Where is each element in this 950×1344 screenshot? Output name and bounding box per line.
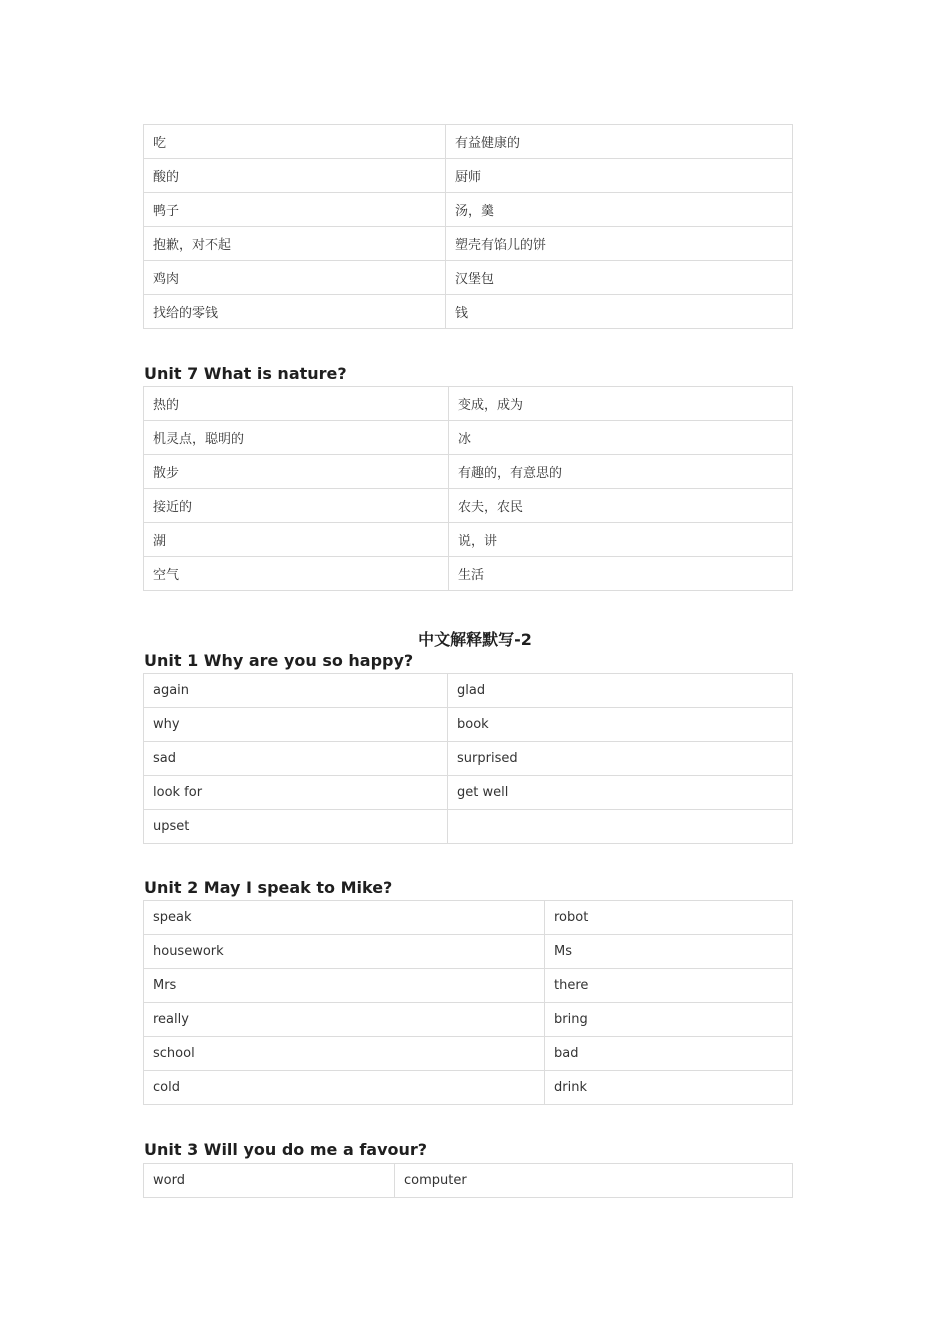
- table-cell: 厨师: [446, 159, 793, 193]
- table-row: [144, 227, 793, 261]
- table-cell: 酸的: [144, 159, 446, 193]
- table-row: [144, 1071, 793, 1105]
- table-cell: 机灵点，聪明的: [144, 421, 449, 455]
- table-cell: 抱歉，对不起: [144, 227, 446, 261]
- table-cell: 接近的: [144, 489, 449, 523]
- table-cell: Mrs: [144, 969, 545, 1003]
- table-row: [144, 489, 793, 523]
- table-row: [144, 776, 793, 810]
- table-cell: 汉堡包: [446, 261, 793, 295]
- table-cell: really: [144, 1003, 545, 1037]
- table-cell: 说，讲: [449, 523, 793, 557]
- table-cell: 吃: [144, 125, 446, 159]
- table-row: [144, 261, 793, 295]
- table-cell: 变成，成为: [449, 387, 793, 421]
- table-cell: 鸡肉: [144, 261, 446, 295]
- table-cell: drink: [545, 1071, 793, 1105]
- table-cell: 空气: [144, 557, 449, 591]
- table-row: [144, 1037, 793, 1071]
- table-cell: bring: [545, 1003, 793, 1037]
- table-cell: 生活: [449, 557, 793, 591]
- table-row: [144, 742, 793, 776]
- table-cell: cold: [144, 1071, 545, 1105]
- table-row: [144, 159, 793, 193]
- table-row: [144, 295, 793, 329]
- table-row: [144, 523, 793, 557]
- table-cell: look for: [144, 776, 448, 810]
- table-cell: Ms: [545, 935, 793, 969]
- table-cell: word: [144, 1164, 395, 1198]
- table-row: [144, 901, 793, 935]
- table-cell: [448, 810, 793, 844]
- vocab-table-unit7: [143, 386, 793, 591]
- table-row: [144, 387, 793, 421]
- table-row: [144, 1164, 793, 1198]
- table-cell: glad: [448, 674, 793, 708]
- vocab-table-unit3: [143, 1163, 793, 1198]
- table-row: [144, 1003, 793, 1037]
- table-cell: again: [144, 674, 448, 708]
- vocab-table-unit2: [143, 900, 793, 1105]
- table-row: [144, 708, 793, 742]
- vocab-table-continued: [143, 124, 793, 329]
- table-row: [144, 193, 793, 227]
- table-row: [144, 125, 793, 159]
- table-cell: 热的: [144, 387, 449, 421]
- table-cell: 有益健康的: [446, 125, 793, 159]
- table-cell: 找给的零钱: [144, 295, 446, 329]
- page-title: 中文解释默写-2: [418, 630, 532, 649]
- table-cell: speak: [144, 901, 545, 935]
- table-cell: robot: [545, 901, 793, 935]
- table-cell: why: [144, 708, 448, 742]
- table-cell: there: [545, 969, 793, 1003]
- table-cell: bad: [545, 1037, 793, 1071]
- table-cell: upset: [144, 810, 448, 844]
- table-cell: get well: [448, 776, 793, 810]
- section-heading: Unit 1 Why are you so happy?: [144, 651, 414, 670]
- section-heading: Unit 3 Will you do me a favour?: [144, 1140, 428, 1159]
- table-cell: housework: [144, 935, 545, 969]
- table-row: [144, 935, 793, 969]
- table-cell: 塑壳有馅儿的饼: [446, 227, 793, 261]
- vocab-table-unit1: [143, 673, 793, 844]
- table-cell: surprised: [448, 742, 793, 776]
- table-cell: school: [144, 1037, 545, 1071]
- table-row: [144, 421, 793, 455]
- table-cell: computer: [395, 1164, 793, 1198]
- table-cell: 有趣的，有意思的: [449, 455, 793, 489]
- table-row: [144, 674, 793, 708]
- table-cell: 冰: [449, 421, 793, 455]
- section-heading: Unit 2 May I speak to Mike?: [144, 878, 393, 897]
- table-cell: sad: [144, 742, 448, 776]
- table-row: [144, 455, 793, 489]
- table-cell: 鸭子: [144, 193, 446, 227]
- section-heading: Unit 7 What is nature?: [144, 364, 347, 383]
- table-cell: 湖: [144, 523, 449, 557]
- table-cell: 散步: [144, 455, 449, 489]
- table-row: [144, 557, 793, 591]
- table-cell: 钱: [446, 295, 793, 329]
- table-row: [144, 810, 793, 844]
- table-cell: book: [448, 708, 793, 742]
- table-row: [144, 969, 793, 1003]
- table-cell: 汤，羹: [446, 193, 793, 227]
- table-cell: 农夫，农民: [449, 489, 793, 523]
